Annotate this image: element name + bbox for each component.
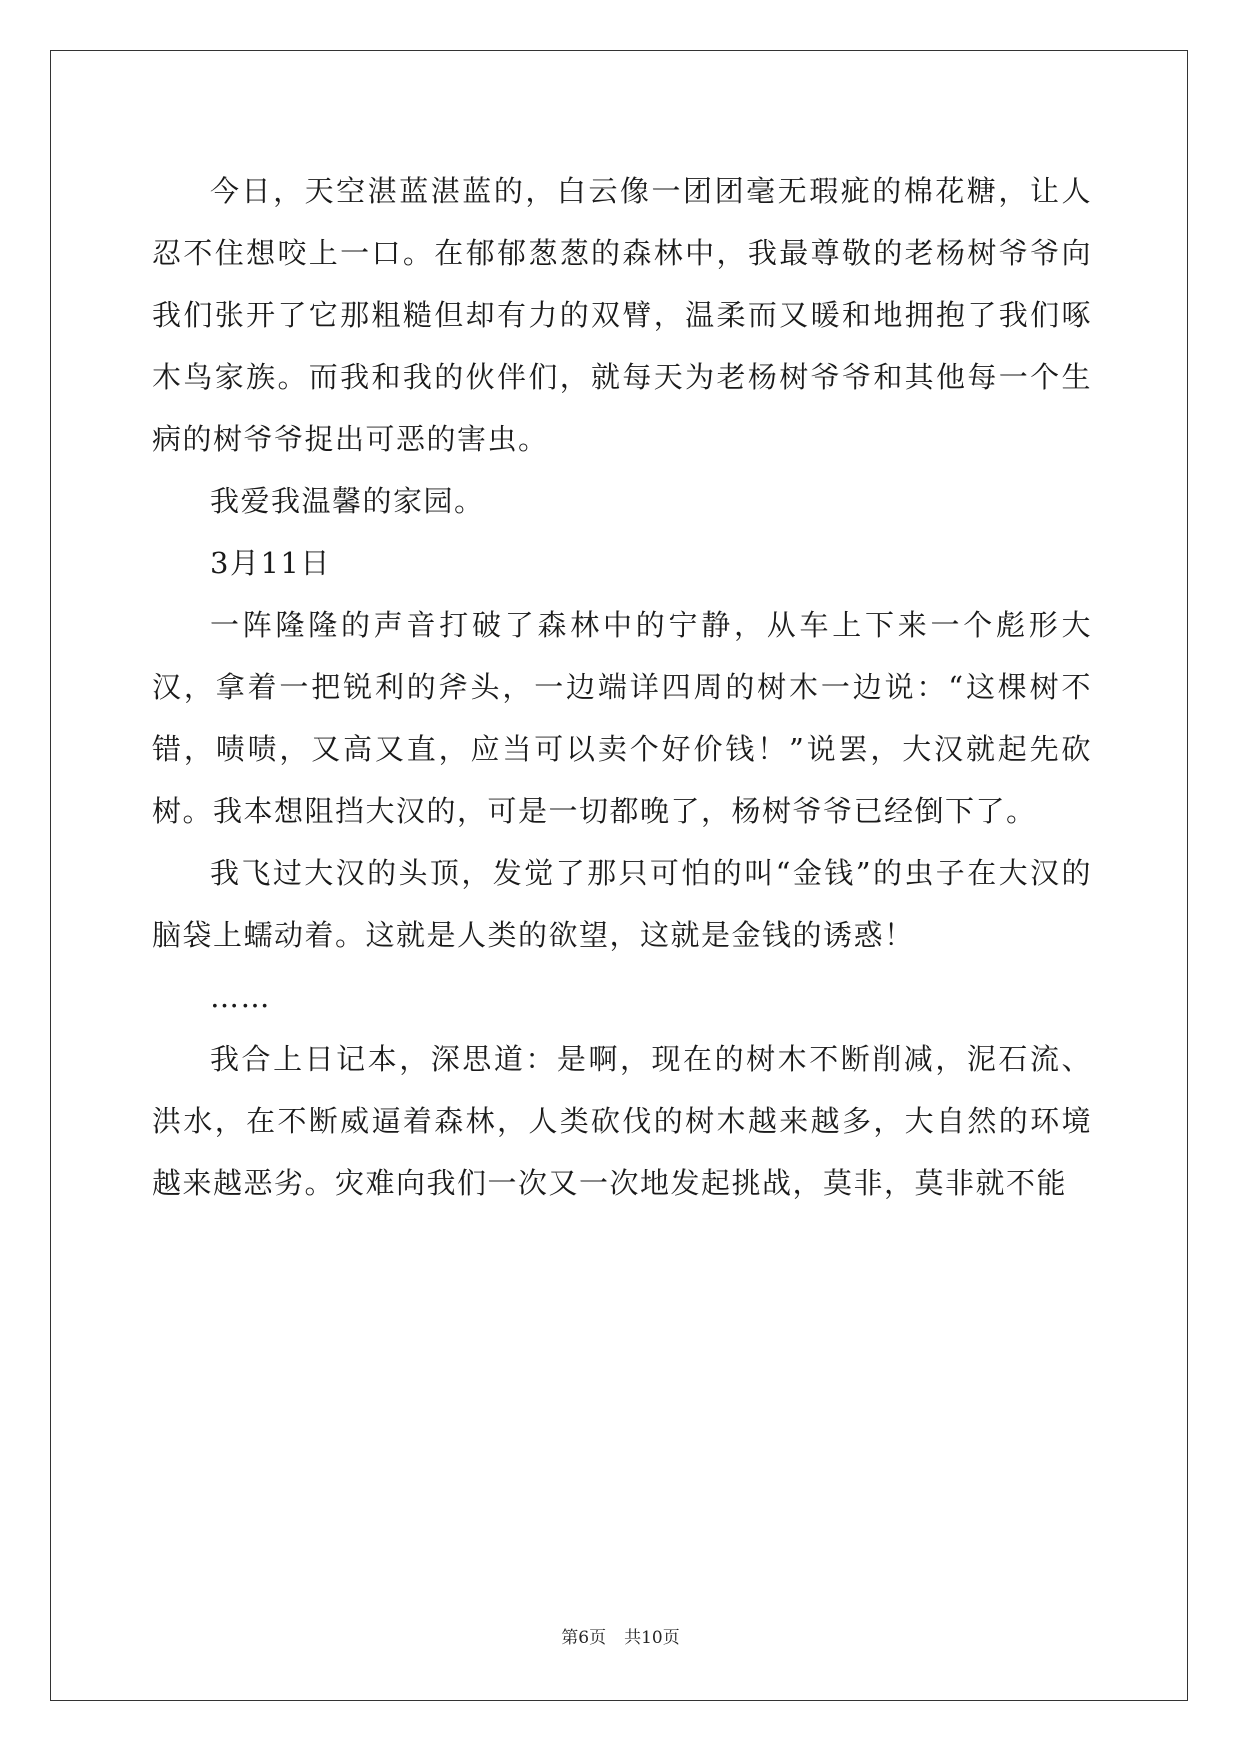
- page-total: 共10页: [624, 1628, 680, 1648]
- page-number: 第6页: [561, 1628, 607, 1648]
- paragraph: 我爱我温馨的家园。: [210, 484, 485, 518]
- paragraph: 今日，天空湛蓝湛蓝的，白云像一团团毫无瑕疵的棉花糖，让人忍不住想咬上一口。在郁郁葱葱的森林中，我最尊敬的老杨树爷爷向我们张开了它那粗糙但却有力的双臂，温柔而又暖和地拥抱了我们啄木鸟家族。而我和我的伙伴们，就每天为老杨树爷爷和其他每一个生病的树爷爷捉出可恶的害虫。: [152, 174, 1092, 456]
- paragraph: 我飞过大汉的头顶，发觉了那只可怕的叫“金钱”的虫子在大汉的脑袋上蠕动着。这就是人类的欲望，这就是金钱的诱惑！: [152, 856, 1092, 952]
- ellipsis-line: ……: [210, 980, 271, 1014]
- document-body: [152, 160, 1092, 1214]
- paragraph: 我合上日记本，深思道：是啊，现在的树木不断削减，泥石流、洪水，在不断威逼着森林，人类砍伐的树木越来越多，大自然的环境越来越恶劣。灾难向我们一次又一次地发起挑战，莫非，莫非就不能: [152, 1042, 1092, 1200]
- date-heading: 3月11日: [210, 546, 331, 580]
- page-footer: [0, 1623, 1241, 1648]
- paragraph: 一阵隆隆的声音打破了森林中的宁静，从车上下来一个彪形大汉，拿着一把锐利的斧头，一边端详四周的树木一边说：“这棵树不错，啧啧，又高又直，应当可以卖个好价钱！”说罢，大汉就起先砍树。我本想阻挡大汉的，可是一切都晚了，杨树爷爷已经倒下了。: [152, 608, 1092, 828]
